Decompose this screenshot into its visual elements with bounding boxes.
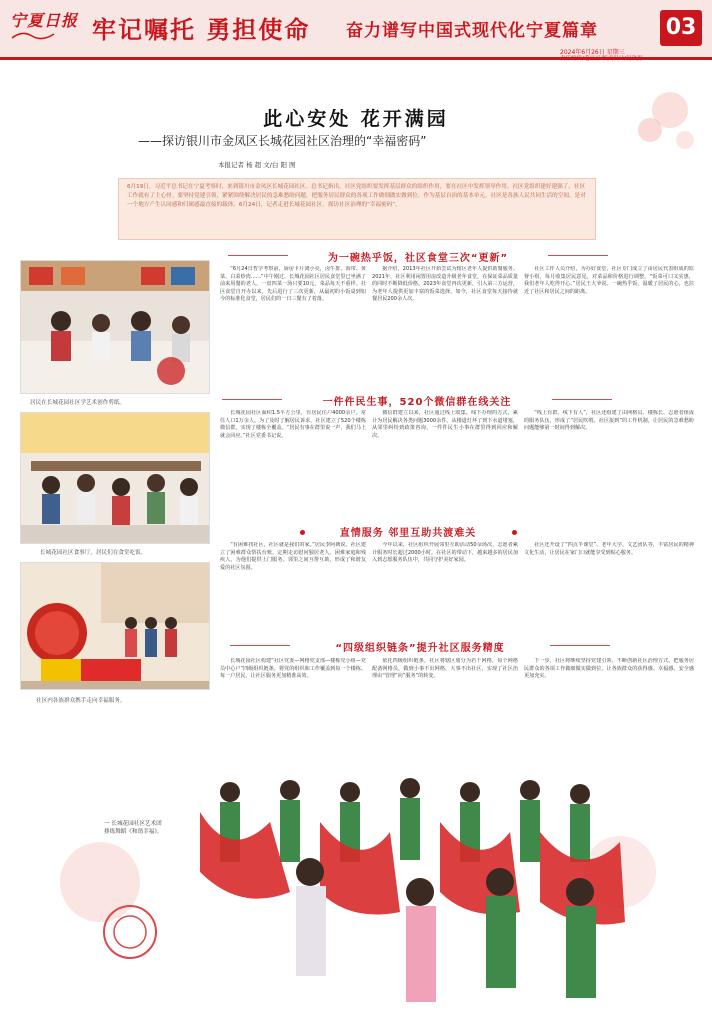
section-title-3: 直情服务 邻里互助共渡难关 <box>339 528 477 539</box>
body-column <box>524 658 694 744</box>
section-title-1: 为一碗热乎饭，社区食堂三次“更新” <box>327 253 509 264</box>
photo-paper-cutting <box>20 260 210 394</box>
body-column <box>524 542 694 636</box>
section-divider <box>228 255 288 256</box>
section-divider <box>550 645 610 646</box>
section-title-4: “四级组织链条”提升社区服务精度 <box>335 643 505 654</box>
body-column <box>372 542 518 636</box>
body-column <box>372 658 518 744</box>
section-divider <box>222 399 282 400</box>
body-paragraph: “有困难找社区，社区就是我们的家。”居民李阿姨说。社区建立了困难群众帮扶台账，定期走访慰问独居老人、困难家庭和残疾人，为他们提供上门服务。邻里之间互帮互助，形成了和谐友爱的社区氛围。 <box>220 542 366 571</box>
body-column <box>220 266 366 376</box>
newspaper-logo: 宁夏日报 <box>10 11 79 30</box>
photo-caption-bottom: 一 长城花园社区艺术团排练舞蹈《和谐幸福》。 <box>104 821 163 835</box>
body-column <box>372 410 518 510</box>
photo-caption-3: 社区内各族群众携手走向幸福服务。 <box>36 698 126 704</box>
logo-decoration-icon <box>10 28 56 42</box>
section-divider <box>552 399 612 400</box>
article-subheadline: ——探访银川市金凤区长城花园社区治理的“幸福密码” <box>138 134 427 148</box>
body-paragraph: 社区工作人员介绍，为办好食堂，社区专门成立了由居民代表组成的监督小组，每月收集居民意见，对菜品和价格进行调整。“饭菜可口又实惠，我们老年人吃得开心。”居民王大爷说。一碗热乎饭，温暖了居民的心，也拉近了社区和居民之间的距离。 <box>524 266 694 295</box>
body-paragraph: “线上有群、线下有人”，社区还组建了由网格员、楼栋长、志愿者组成的服务队伍，形成了“居民吹哨、社区报到”的工作机制，让居民的急难愁盼问题能够第一时间得到解决。 <box>524 410 694 432</box>
photo-caption-1: 居民在长城花园社区学艺术创作剪纸。 <box>30 400 126 406</box>
photo-caption-2: 长城花园社区食事厅，居民们在食堂吃饭。 <box>40 550 147 556</box>
photo-canteen <box>20 412 210 544</box>
photo-pomegranate <box>20 562 210 690</box>
body-column <box>524 266 694 376</box>
body-paragraph: “6月24日哲学考察前，厨房卡片浏小亮，卤牛排、海带、黄菜、白菜炒肉……”中午刚过，长城花园社区居民食堂里已坐满了前来用餐的老人。一盘四菜一汤只要10元，菜品每天不重样。社区食堂自开办以来，先后进行了三次更新，从最初的小饭桌到如今的标准化食堂，居民们的一日三餐有了着落。 <box>220 266 366 303</box>
body-paragraph: 据介绍，2013年社区开始尝试为辖区老年人提供助餐服务。2021年，社区利用闲置用房改造升级老年食堂，在保证菜品质量的同时不断降低价格。2023年食堂再次更新，引入第三方运营，为老年人提供更加丰富的饭菜选择。如今，社区食堂每天接待就餐居民200余人次。 <box>372 266 518 303</box>
section-title-2: 一件件民生事，520个微信群在线关注 <box>322 397 512 408</box>
body-paragraph: 长城花园社区构建“社区党委—网格党支部—楼栋党小组—党员中心户”四级组织链条，将党的组织和工作覆盖到每一个楼栋、每一户居民，让社区服务更加精准高效。 <box>220 658 366 680</box>
dateline: 2024年6月26日 星期三 <box>560 49 625 56</box>
photo-dance-troupe <box>40 752 680 1008</box>
body-column <box>220 410 366 510</box>
section-dot-icon <box>300 530 305 535</box>
section-divider <box>230 645 290 646</box>
article-headline: 此心安处 花开满园 <box>263 108 449 130</box>
body-column <box>524 410 694 510</box>
editor-line: 责任编辑/毛豆豆 版式设计/何玖男 <box>560 56 643 62</box>
body-column <box>372 266 518 376</box>
section-divider <box>548 255 608 256</box>
body-column <box>220 658 366 744</box>
body-paragraph: 下一步，社区将继续坚持党建引领，不断创新社区治理方式，把服务居民群众的各项工作做细做实做到位，让各族群众的获得感、幸福感、安全感更加充实。 <box>524 658 694 680</box>
theme-slogan-left: 牢记嘱托 勇担使命 <box>92 15 311 44</box>
body-paragraph: 微信群建立以来，社区通过线上收集、线下办理的方式，累计为居民解决各类问题3000余件。从楼道灯坏了到下水道堵塞，从邻里纠纷到政策咨询，一件件民生小事在群里得到回应和解决。 <box>372 410 518 439</box>
section-dot-icon <box>512 530 517 535</box>
article-byline: 本报记者 杨 超 文/白 阳 图 <box>218 161 296 169</box>
body-paragraph: 今年以来，社区组织开展邻里互助活动50余场次，志愿者累计服务时长超过2000小时。在社区的带动下，越来越多的居民加入到志愿服务队伍中，共同守护美好家园。 <box>372 542 518 564</box>
theme-slogan-right: 奋力谱写中国式现代化宁夏篇章 <box>346 21 598 41</box>
masthead <box>0 0 712 60</box>
body-paragraph: 依托四级组织链条，社区将辖区划分为若干网格，每个网格配备网格员，做到小事不出网格、大事不出社区，实现了社区治理由“管理”向“服务”的转变。 <box>372 658 518 680</box>
body-column <box>220 542 366 636</box>
page-number: 03 <box>660 10 702 46</box>
article-lead: 6月19日，习近平总书记在宁夏考察时，来到银川市金凤区长城花园社区。总书记指出，社区党组织要发挥基层群众的组织作用，要在社区中发挥领导作用。社区党组织建好建强了，社区工作就有了主心骨。要坚持党建引领，紧紧围绕解决居民的急难愁盼问题，把服务居民群众的各项工作做细做实做到位。作为基层自治的基本单元，社区是各族人民共同生活的空间，是对一个地方产生认同感和归属感最直接的载体。6月24日，记者走进长城花园社区，探访社区治理的“幸福密码”。 <box>118 178 596 240</box>
body-paragraph: 社区还开设了“四点半课堂”、老年大学、文艺团队等，丰富居民的精神文化生活，让居民在家门口就能享受到贴心服务。 <box>524 542 694 556</box>
body-paragraph: 长城花园社区面积1.5平方公里，有居民住户4000余户，常住人口1万余人。为了及时了解居民诉求，社区建立了520个楼栋微信群，实现了楼栋全覆盖。“居民有事在群里说一声，我们马上就会回应。”社区党委书记说。 <box>220 410 366 439</box>
